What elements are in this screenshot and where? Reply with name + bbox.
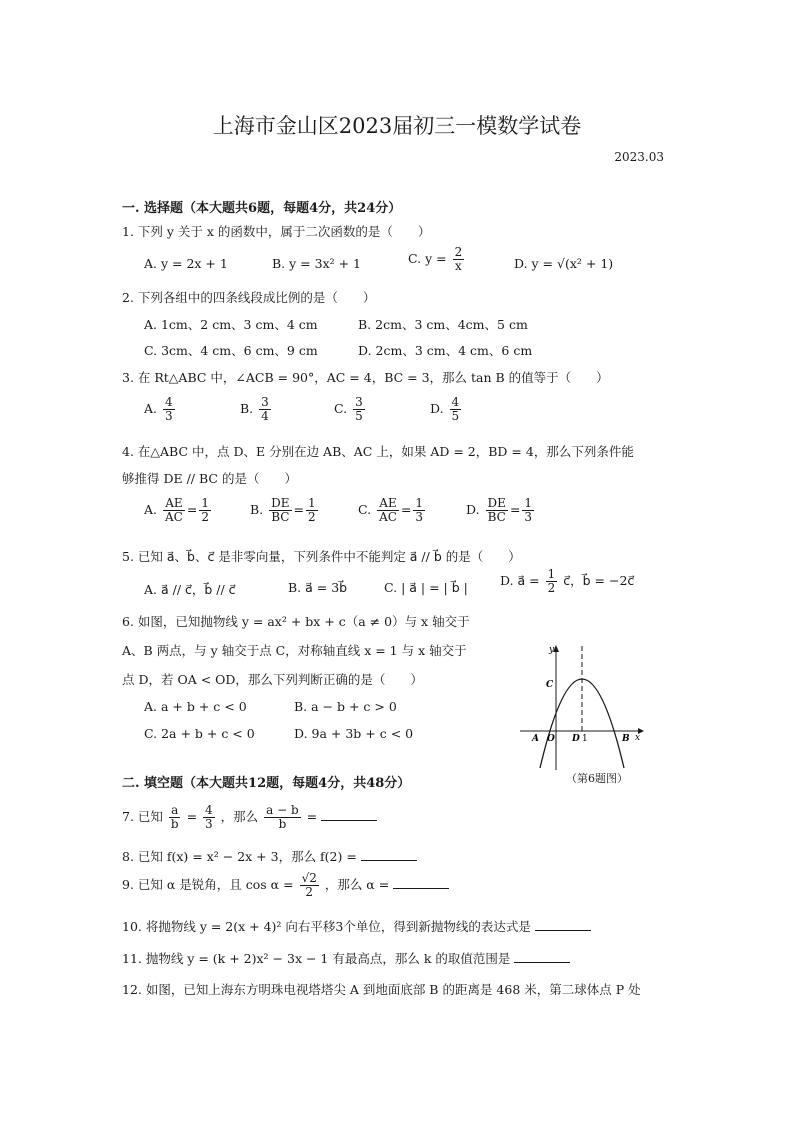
q6-option-b: B. a − b + c > 0 — [294, 699, 397, 714]
q3-option-c: C. $\frac{3}{5}$ — [334, 395, 363, 423]
section2-header: 二. 填空题（本大题共12题，每题4分，共48分） — [122, 776, 411, 791]
exam-date: 2023.03 — [614, 150, 664, 164]
q3-option-d: D. $\frac{4}{5}$ — [430, 395, 460, 423]
q8: 8. 已知 f(x) = x² − 2x + 3，那么 f(2) = — [122, 847, 417, 865]
q6-stem-line2: A、B 两点，与 y 轴交于点 C，对称轴直线 x = 1 与 x 轴交于 — [122, 643, 467, 658]
label-y: y — [549, 645, 555, 655]
q8-answer-blank — [361, 848, 417, 861]
q6-stem-line3: 点 D，若 OA < OD，那么下列判断正确的是（ ） — [122, 672, 423, 687]
q1-option-b: B. y = 3x² + 1 — [272, 256, 362, 271]
q5-option-d: D. a⃗ = $\frac{1}{2}$ c⃗，b⃗ = −2c⃗ — [500, 567, 635, 595]
q5-stem: 5. 已知 a⃗、b⃗、c⃗ 是非零向量，下列条件中不能判定 a⃗ // b⃗ 的是（ ） — [122, 549, 521, 564]
q9: 9. 已知 α 是锐角，且 cos α = $\frac{√2}{2}$ ，那么 α = — [122, 872, 449, 899]
parabola-curve — [540, 679, 624, 768]
q4-option-b: B. $\frac{DE}{BC}$ = $\frac{1}{2}$ — [250, 496, 316, 524]
q7: 7. 已知 $\frac{a}{b}$ = $\frac{4}{3}$ ，那么 $\frac{a - b}{b}$ = — [122, 804, 377, 831]
q5-option-b: B. a⃗ = 3b⃗ — [288, 580, 348, 595]
q4-option-a: A. $\frac{AE}{AC}$ = $\frac{1}{2}$ — [144, 496, 209, 524]
label-b: B — [622, 734, 630, 744]
label-c: C — [546, 680, 554, 690]
q1-option-a: A. y = 2x + 1 — [144, 256, 228, 271]
q6-parabola-graph — [516, 640, 646, 775]
q2-option-a: A. 1cm、2 cm、3 cm、4 cm — [144, 317, 318, 332]
q3-option-b: B. $\frac{3}{4}$ — [240, 395, 269, 423]
q10-answer-blank — [535, 918, 591, 931]
q4-option-d: D. $\frac{DE}{BC}$ = $\frac{1}{3}$ — [466, 496, 533, 524]
label-one: 1 — [582, 734, 588, 744]
page-title: 上海市金山区2023届初三一模数学试卷 — [212, 114, 582, 138]
q6-option-a: A. a + b + c < 0 — [144, 699, 247, 714]
q3-stem: 3. 在 Rt△ABC 中，∠ACB = 90°，AC = 4，BC = 3，那么 tan B 的值等于（ ） — [122, 370, 609, 385]
q6-option-c: C. 2a + b + c < 0 — [144, 726, 255, 741]
q11-answer-blank — [514, 950, 570, 963]
q7-answer-blank — [321, 808, 377, 821]
label-d: D — [572, 734, 580, 744]
q2-option-b: B. 2cm、3 cm、4cm、5 cm — [358, 317, 528, 332]
q6-option-d: D. 9a + 3b + c < 0 — [294, 726, 414, 741]
q4-stem-line2: 够推得 DE // BC 的是（ ） — [122, 471, 297, 486]
q9-answer-blank — [393, 876, 449, 889]
q11: 11. 抛物线 y = (k + 2)x² − 3x − 1 有最高点，那么 k 的取值范围是 — [122, 949, 570, 967]
q1-stem: 1. 下列 y 关于 x 的函数中，属于二次函数的是（ ） — [122, 224, 431, 239]
q10: 10. 将抛物线 y = 2(x + 4)² 向右平移3个单位，得到新抛物线的表达式是 — [122, 917, 591, 935]
q1-option-c: C. y = $\frac{2}{x}$ — [408, 245, 463, 273]
q4-option-c: C. $\frac{AE}{AC}$ = $\frac{1}{3}$ — [358, 496, 424, 524]
q1-option-d: D. y = √(x² + 1) — [514, 256, 614, 271]
label-a: A — [532, 734, 539, 744]
q2-option-c: C. 3cm、4 cm、6 cm、9 cm — [144, 343, 318, 358]
section1-header: 一. 选择题（本大题共6题，每题4分，共24分） — [122, 201, 402, 216]
q4-stem-line1: 4. 在△ABC 中，点 D、E 分别在边 AB、AC 上，如果 AD = 2，BD = 4，那么下列条件能 — [122, 444, 634, 459]
q6-figure-caption: （第6题图） — [566, 772, 628, 785]
q2-stem: 2. 下列各组中的四条线段成比例的是（ ） — [122, 290, 376, 305]
q5-option-c: C. | a⃗ | = | b⃗ | — [384, 580, 468, 595]
q5-option-a: A. a⃗ // c⃗，b⃗ // c⃗ — [144, 582, 236, 597]
q6-stem-line1: 6. 如图，已知抛物线 y = ax² + bx + c（a ≠ 0）与 x 轴交于 — [122, 614, 470, 629]
label-x: x — [635, 733, 641, 743]
q3-option-a: A. $\frac{4}{3}$ — [144, 395, 173, 423]
q2-option-d: D. 2cm、3 cm、4 cm、6 cm — [358, 343, 533, 358]
label-o: O — [547, 734, 555, 744]
q12: 12. 如图，已知上海东方明珠电视塔塔尖 A 到地面底部 B 的距离是 468 米，第二球体点 P 处 — [122, 982, 641, 997]
